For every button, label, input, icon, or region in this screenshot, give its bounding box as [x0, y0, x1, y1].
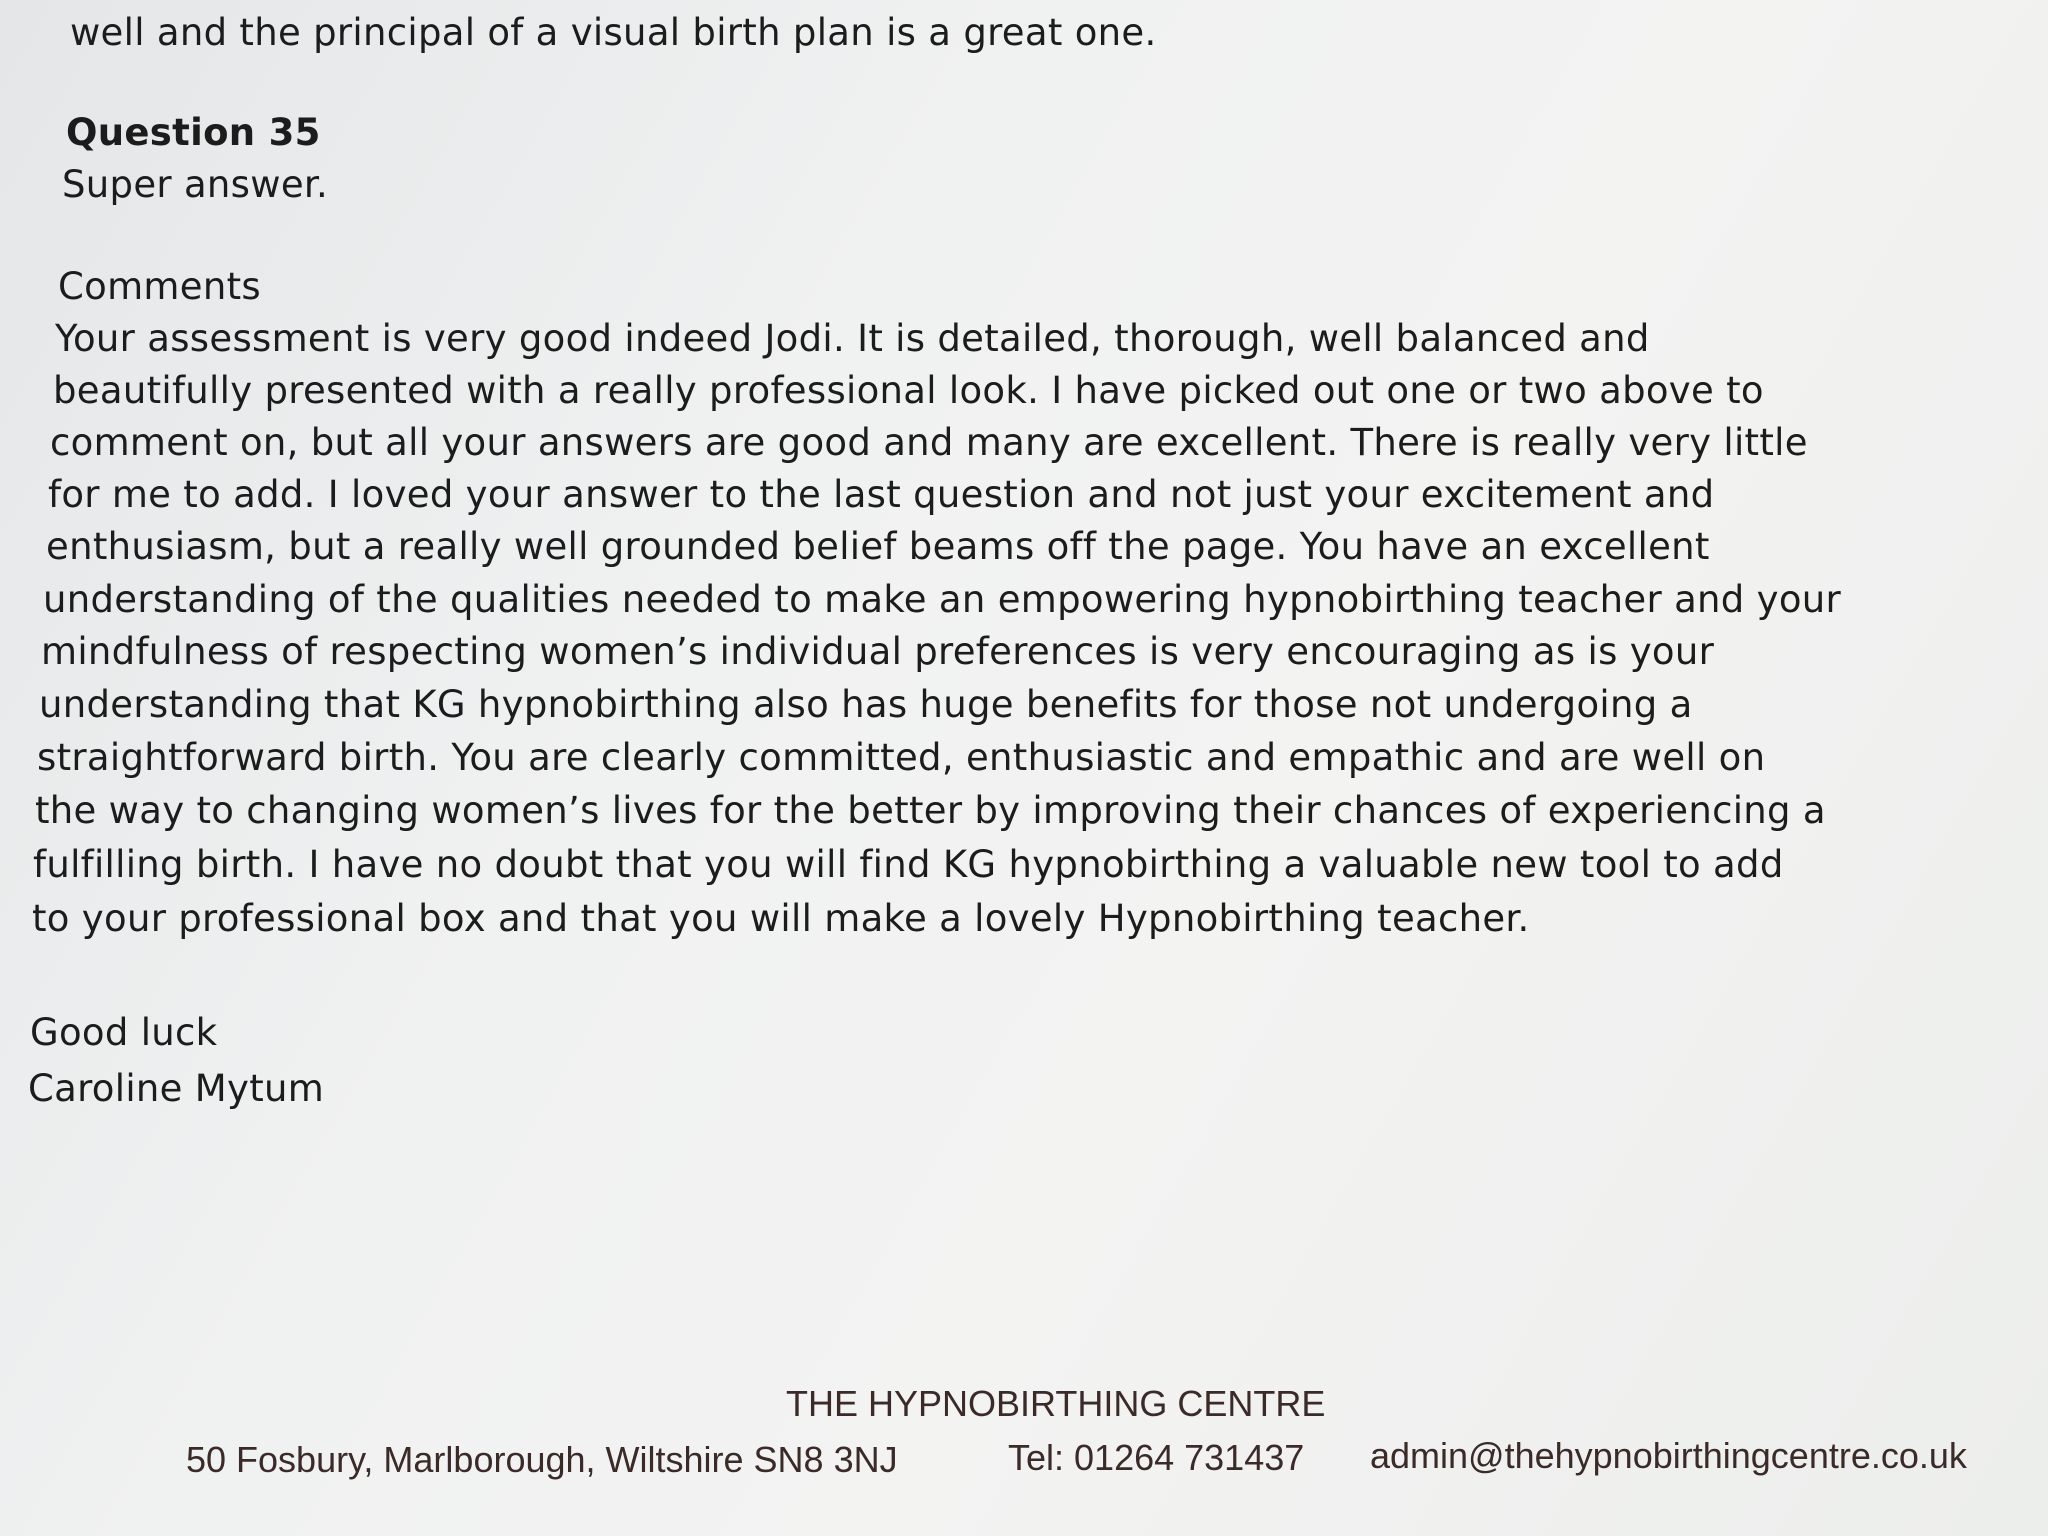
- comments-heading: Comments: [58, 265, 261, 308]
- comment-line: beautifully presented with a really professional look. I have picked out one or two above to: [53, 369, 1764, 412]
- signature-name: Caroline Mytum: [28, 1067, 325, 1110]
- comment-line: understanding of the qualities needed to make an empowering hypnobirthing teacher and your: [43, 578, 1842, 621]
- partial-top-line: well and the principal of a visual birth plan is a great one.: [70, 11, 1157, 54]
- question-heading: Question 35: [66, 111, 321, 154]
- comment-line: for me to add. I loved your answer to the last question and not just your excitement and: [48, 473, 1715, 516]
- comment-line: the way to changing women’s lives for the better by improving their chances of experiencing a: [35, 789, 1826, 832]
- comment-line: mindfulness of respecting women’s individual preferences is very encouraging as is your: [41, 630, 1715, 673]
- comment-line: comment on, but all your answers are good and many are excellent. There is really very little: [50, 421, 1808, 464]
- signoff: Good luck: [30, 1011, 218, 1054]
- comment-line: enthusiasm, but a really well grounded belief beams off the page. You have an excellent: [46, 525, 1710, 568]
- footer-address: 50 Fosbury, Marlborough, Wiltshire SN8 3NJ: [186, 1439, 898, 1480]
- question-answer: Super answer.: [62, 163, 329, 206]
- comment-line: straightforward birth. You are clearly committed, enthusiastic and empathic and are well on: [37, 736, 1766, 779]
- footer-email: admin@thehypnobirthingcentre.co.uk: [1370, 1435, 1967, 1476]
- comment-line: Your assessment is very good indeed Jodi. It is detailed, thorough, well balanced and: [55, 317, 1650, 360]
- footer-phone: Tel: 01264 731437: [1008, 1437, 1305, 1478]
- comment-line: fulfilling birth. I have no doubt that you will find KG hypnobirthing a valuable new tool to add: [33, 843, 1784, 886]
- comment-line: understanding that KG hypnobirthing also has huge benefits for those not undergoing a: [39, 683, 1693, 726]
- footer-organization: THE HYPNOBIRTHING CENTRE: [786, 1383, 1326, 1424]
- comment-line: to your professional box and that you will make a lovely Hypnobirthing teacher.: [32, 897, 1530, 940]
